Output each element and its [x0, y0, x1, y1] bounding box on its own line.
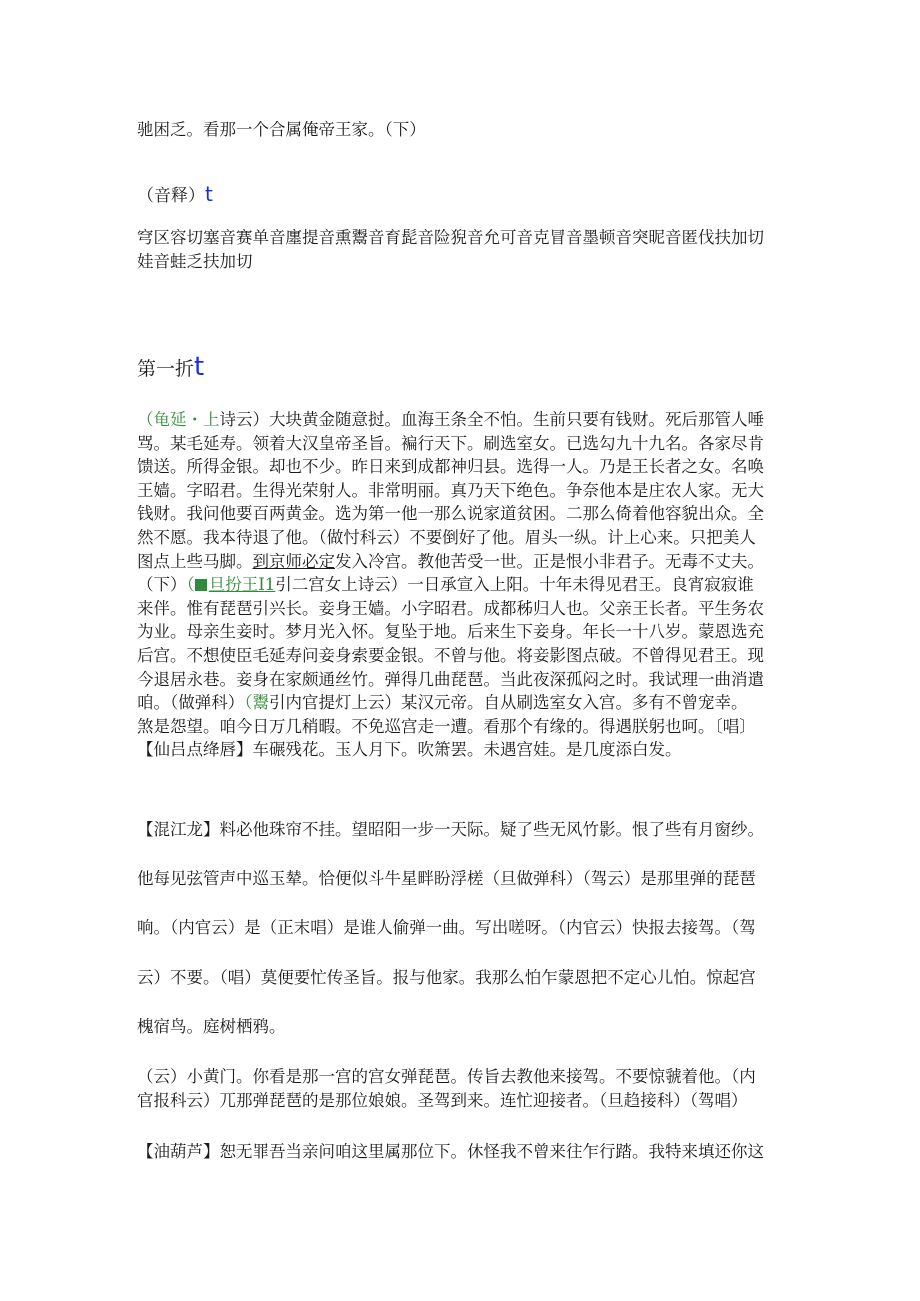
text-line: 今退居永巷。妾身在家颇通丝竹。弹得几曲琵琶。当此夜深孤闷之时。我试理一曲消遣: [137, 669, 764, 689]
underlined-text: 到京师必定: [252, 551, 335, 571]
paragraph-3: [137, 1065, 787, 1112]
zhe-heading: [137, 352, 787, 382]
role-tag: （鬻: [244, 693, 269, 713]
role-tag: （龟延・上: [137, 410, 220, 429]
text-line: 响。（内官云）是（正末唱）是谁人偷弹一曲。写出嗟呀。（内官云）快报去接驾。（驾: [137, 918, 756, 938]
paragraph-1: [137, 408, 787, 762]
text-line: 馈送。所得金银。却也不少。昨日来到成都神归县。选得一人。乃是王长者之女。名唤: [137, 457, 764, 477]
yinshi-notes: [137, 226, 787, 273]
text-line: 【油葫芦】恕无罪吾当亲问咱这里属那位下。休怪我不曾来往乍行踏。我特来填还你这: [137, 1142, 764, 1161]
text-line: 为业。母亲生妾时。梦月光入怀。复坠于地。后来生下妾身。年长一十八岁。蒙恩选充: [137, 622, 764, 642]
text-line: 娃音蛙乏扶加切: [137, 251, 253, 271]
text-line: 然不愿。我本待退了他。（做忖科云）不要倒好了他。眉头一纵。计上心来。只把美人: [137, 527, 756, 547]
yinshi-label: （音释）: [137, 186, 205, 206]
text-line: （龟延・上诗云）大块黄金随意挝。血海王条全不怕。生前只要有钱财。死后那管人唾: [137, 410, 764, 429]
yinshi-mark: t: [205, 182, 213, 206]
text-line: 【混江龙】料必他珠帘不挂。望昭阳一步一天际。疑了些无风竹影。恨了些有月窗纱。: [137, 820, 764, 839]
text-line: 煞是怨望。咱今日万几稍暇。不免巡宫走一遭。看那个有缘的。得遇朕躬也呵。〔唱〕: [137, 716, 756, 736]
paragraph-2: [137, 805, 787, 1051]
text-line: （下）（ 旦扮王I1引二宫女上诗云）一日承宣入上阳。十年未得见君王。良宵寂寂谁: [137, 575, 754, 595]
text-line: （云）小黄门。你看是那一宫的宫女弹琵琶。传旨去教他来接驾。不要惊虢着他。（内: [137, 1067, 756, 1086]
text-line: 咱。（做弹科）（鬻引内官提灯上云）某汉元帝。自从刷选室女入宫。多有不曾宠幸。: [137, 693, 748, 713]
text-line: 骂。某毛延寿。领着大汉皇帝圣旨。褊行天下。刷选室女。已选勾九十九名。各家尽肯: [137, 433, 764, 453]
text-line: 槐宿鸟。庭树栖鸦。: [137, 1016, 286, 1036]
closing-line: [137, 118, 787, 142]
text-line: 来伴。惟有琵琶引兴长。妾身王嫱。小字昭君。成都秭归人也。父亲王长者。平生务农: [137, 598, 764, 618]
text-line: 穹区容切塞音赛单音廛提音熏鬻音育髭音险猊音允可音克冒音墨顿音突昵音匿伐扶加切: [137, 228, 764, 247]
paragraph-4: [137, 1140, 787, 1164]
text-line: 他每见弦管声中巡玉辇。恰便似斗牛星畔盼浮槎（旦做弹科）（驾云）是那里弹的琵琶: [137, 869, 756, 889]
square-glyph-icon: [195, 579, 207, 591]
text-line: 王嫱。字昭君。生得光荣射人。非常明丽。真乃天下绝色。争奈他本是庄农人家。无大: [137, 480, 764, 500]
text-line: 官报科云）兀那弹琵琶的是那位娘娘。圣驾到来。连忙迎接者。（旦趋接科）（驾唱）: [137, 1090, 748, 1110]
zhe-mark: t: [194, 352, 205, 382]
role-tag: 旦扮王I1: [208, 575, 276, 595]
text-line: 后宫。不想使臣毛延寿问妾身索要金银。不曾与他。将妾影图点破。不曾得见君王。现: [137, 645, 764, 665]
text-line: 图点上些马脚。到京师必定发入冷宫。教他苦受一世。正是恨小非君子。无毒不丈夫。: [137, 551, 764, 571]
yinshi-heading: [137, 181, 787, 206]
text-line: 云）不要。（唱）莫便要忙传圣旨。报与他家。我那么怕乍蒙恩把不定心儿怕。惊起宫: [137, 967, 756, 987]
zhe-label: 第一折: [137, 358, 195, 380]
text-line: 驰困乏。看那一个合属俺帝王家。（下）: [137, 120, 426, 139]
text-line: 【仙吕点绛唇】车碾残花。玉人月下。吹箫罢。未遇宫娃。是几度添白发。: [137, 740, 682, 760]
text-line: 钱财。我问他要百两黄金。选为第一他一那么说家道贫困。二那么倚着他容貌出众。全: [137, 504, 764, 524]
